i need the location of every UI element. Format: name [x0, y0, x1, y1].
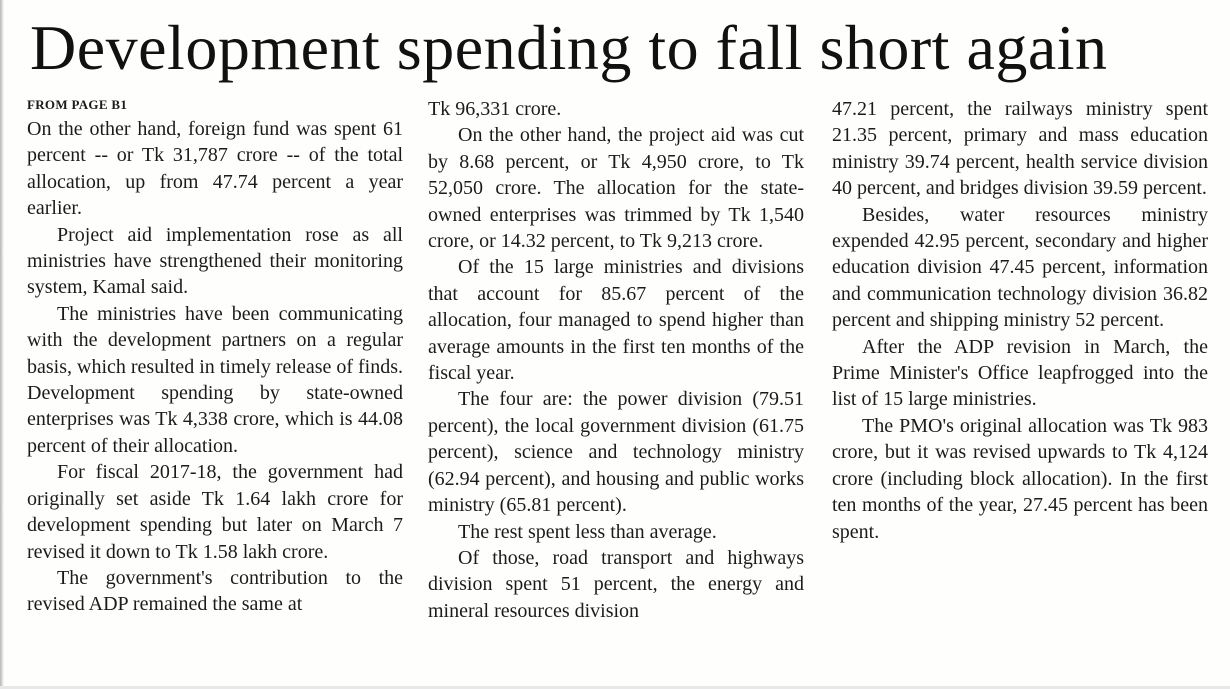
paragraph: Project aid implementation rose as all ministries have strengthened their monitoring system, Kamal said.: [27, 223, 403, 299]
article-column-3: [832, 96, 1208, 545]
paragraph: The rest spent less than average.: [458, 520, 717, 543]
paragraph: On the other hand, foreign fund was spent 61 percent -- or Tk 31,787 crore -- of the total allocation, up from 47.74 percent a year earlier.: [27, 118, 403, 220]
paragraph: Tk 96,331 crore.: [428, 98, 562, 120]
article-column-1: [27, 96, 403, 618]
scan-edge-shadow: [0, 0, 4, 689]
article-column-2: [428, 96, 804, 624]
paragraph: The government's contribution to the revised ADP remained the same at: [27, 566, 403, 616]
paragraph: 47.21 percent, the railways ministry spent 21.35 percent, primary and mass education ministry 39.74 percent, health service division 40 percent, and bridges division 39.59 percent.: [832, 98, 1208, 200]
paragraph: After the ADP revision in March, the Prime Minister's Office leapfrogged into the list of 15 large ministries.: [832, 335, 1208, 411]
dateline: FROM PAGE B1: [27, 97, 128, 112]
paragraph: Besides, water resources ministry expended 42.95 percent, secondary and higher education division 47.45 percent, information and communication technology division 36.82 percent and shipping ministry 52 percent.: [832, 203, 1208, 332]
paragraph: The ministries have been communicating with the development partners on a regular basis, which resulted in timely release of finds. Development spending by state-owned enterprises was Tk 4,338 crore, which is 44.08 percent of their allocation.: [27, 302, 404, 457]
paragraph: On the other hand, the project aid was cut by 8.68 percent, or Tk 4,950 crore, to Tk 52,050 crore. The allocation for the state-owned enterprises was trimmed by Tk 1,540 crore, or 14.32 percent, to Tk 9,213 crore.: [428, 124, 804, 253]
paragraph: The four are: the power division (79.51 percent), the local government division (61.75 percent), science and technology ministry (62.94 percent), and housing and public works ministry (65.81 percent).: [428, 388, 804, 517]
headline: Development spending to fall short again: [30, 12, 1108, 83]
paragraph: The PMO's original allocation was Tk 983 crore, but it was revised upwards to Tk 4,124 crore (including block allocation). In the first ten months of the year, 27.45 percent has been spent.: [832, 414, 1208, 543]
paragraph: Of those, road transport and highways division spent 51 percent, the energy and mineral resources division: [428, 546, 804, 622]
paragraph: Of the 15 large ministries and divisions that account for 85.67 percent of the allocation, four managed to spend higher than average amounts in the first ten months of the fiscal year.: [428, 256, 804, 385]
paragraph: For fiscal 2017-18, the government had originally set aside Tk 1.64 lakh crore for development spending but later on March 7 revised it down to Tk 1.58 lakh crore.: [27, 461, 403, 563]
